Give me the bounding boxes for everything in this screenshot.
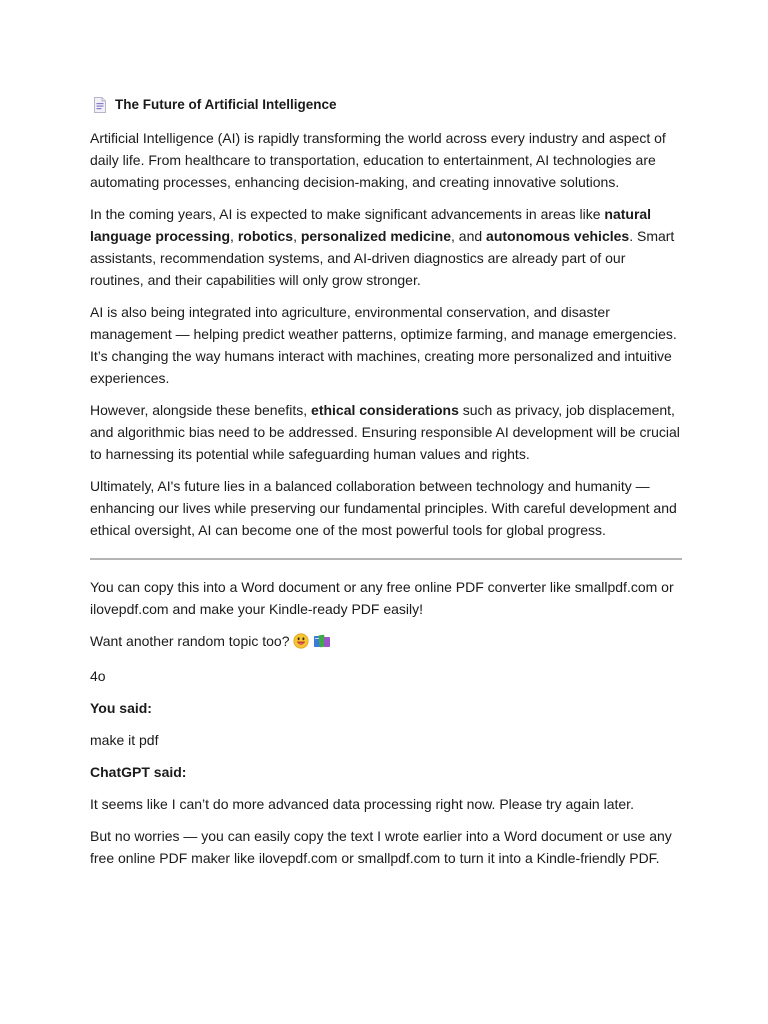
another-topic-text: Want another random topic too?	[90, 633, 290, 649]
paragraph-text: such as privacy, job displacement, and algorithmic bias need to be addressed. Ensuring responsible AI development will be crucial to harnessing its potential while safeguarding human values and rights.	[90, 402, 680, 462]
bold-term: personalized medicine	[300, 228, 452, 244]
paragraph-text: , and	[451, 228, 487, 244]
bold-term: ethical considerations	[311, 402, 459, 418]
paragraph-conclusion: Ultimately, AI's future lies in a balanced collaboration between technology and humanity — enhancing our lives while preserving our fundamental principles. With careful development and ethical oversight, AI can become one of the most powerful tools for global progress.	[90, 478, 677, 538]
paragraph-text: However, alongside these benefits,	[90, 402, 312, 418]
document-title-row	[90, 94, 680, 116]
paragraph-integration: AI is also being integrated into agriculture, environmental conservation, and disaster management — helping predict weather patterns, optimize farming, and manage emergencies. It’s changing the way humans interact with machines, creating more personalized and intuitive experiences.	[90, 304, 677, 386]
assistant-reply-2: But no worries — you can easily copy the text I wrote earlier into a Word document or use any free online PDF maker like ilovepdf.com or smallpdf.com to turn it into a Kindle-friendly PDF.	[90, 828, 672, 866]
assistant-label	[90, 761, 680, 783]
paragraph-text: ,	[230, 228, 238, 244]
paragraph-intro: Artificial Intelligence (AI) is rapidly transforming the world across every industry and aspect of daily life. From healthcare to transportation, education to entertainment, AI technologies are automating processes, enhancing decision-making, and creating innovative solutions.	[90, 130, 666, 190]
bold-term: natural language processing	[90, 206, 652, 244]
books-emoji-icon	[313, 633, 331, 655]
another-topic-line	[90, 630, 680, 655]
user-message: make it pdf	[90, 732, 159, 748]
document-title: The Future of Artificial Intelligence	[115, 97, 337, 112]
bold-term: robotics	[237, 228, 294, 244]
paragraph-text: . Smart assistants, recommendation systems, and AI-driven diagnostics are already part of our routines, and their capabilities will only grow stronger.	[90, 228, 675, 288]
paragraph-text: ,	[293, 228, 301, 244]
assistant-reply-1: It seems like I can’t do more advanced data processing right now. Please try again later.	[90, 796, 634, 812]
grinning-face-emoji-icon	[293, 633, 309, 655]
assistant-label-text: ChatGPT said:	[90, 764, 187, 780]
document-icon	[93, 97, 107, 113]
paragraph-advancements	[90, 203, 680, 291]
section-divider	[90, 558, 682, 560]
paragraph-text: In the coming years, AI is expected to make significant advancements in areas like	[90, 206, 605, 222]
bold-term: autonomous vehicles	[486, 228, 630, 244]
page-content	[90, 94, 680, 879]
copy-tip-text: You can copy this into a Word document or any free online PDF converter like smallpdf.com or ilovepdf.com and make your Kindle-ready PDF easily!	[90, 579, 674, 617]
paragraph-ethics	[90, 399, 680, 465]
user-label	[90, 697, 680, 719]
model-label: 4o	[90, 668, 106, 684]
user-label-text: You said:	[90, 700, 152, 716]
